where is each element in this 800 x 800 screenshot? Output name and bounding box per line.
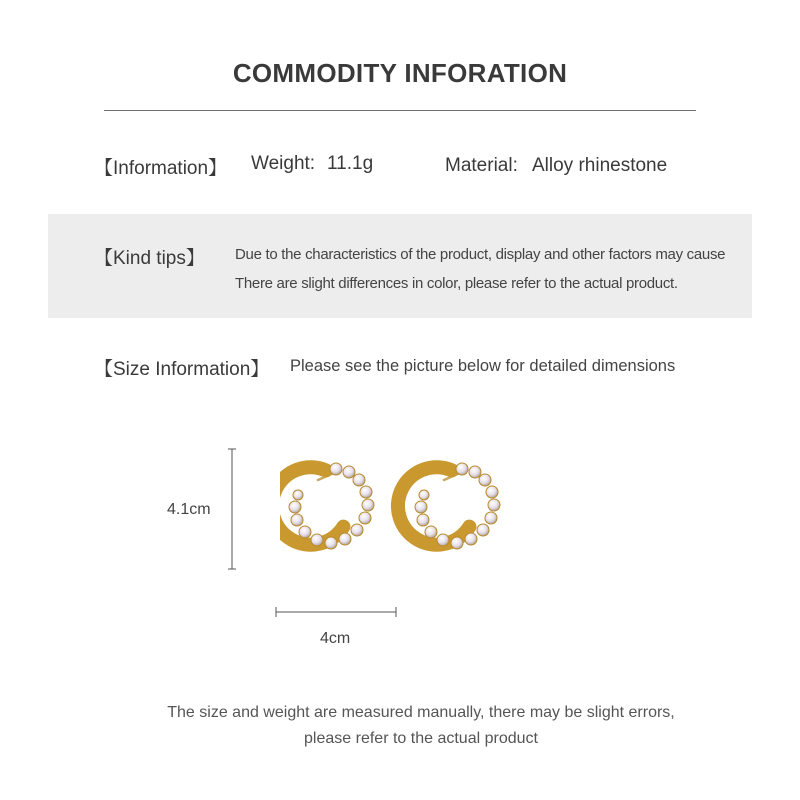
information-label: 【Information】 (94, 158, 228, 179)
earrings-image (280, 450, 520, 570)
kind-tips-line-1: Due to the characteristics of the product, display and other factors may cause (235, 246, 726, 263)
footer-note-line-2: please refer to the actual product (304, 730, 538, 747)
left-earring-icon (280, 463, 374, 549)
kind-tips-line-2: There are slight differences in color, please refer to the actual product. (235, 275, 678, 292)
footer-note-line-1: The size and weight are measured manually, there may be slight errors, (167, 704, 675, 721)
width-dimension-label: 4cm (320, 630, 351, 647)
size-information-label: 【Size Information】 (94, 359, 270, 380)
weight-label: Weight: (251, 153, 316, 174)
page-title: COMMODITY INFORATION (232, 58, 568, 88)
material-value: Alloy rhinestone (532, 155, 668, 176)
kind-tips-label: 【Kind tips】 (94, 248, 205, 269)
size-information-text: Please see the picture below for detailed dimensions (290, 357, 676, 375)
weight-value: 11.1g (327, 153, 374, 174)
right-earring-icon (398, 463, 500, 549)
material-label: Material: (445, 155, 518, 176)
height-dimension-label: 4.1cm (167, 501, 211, 518)
